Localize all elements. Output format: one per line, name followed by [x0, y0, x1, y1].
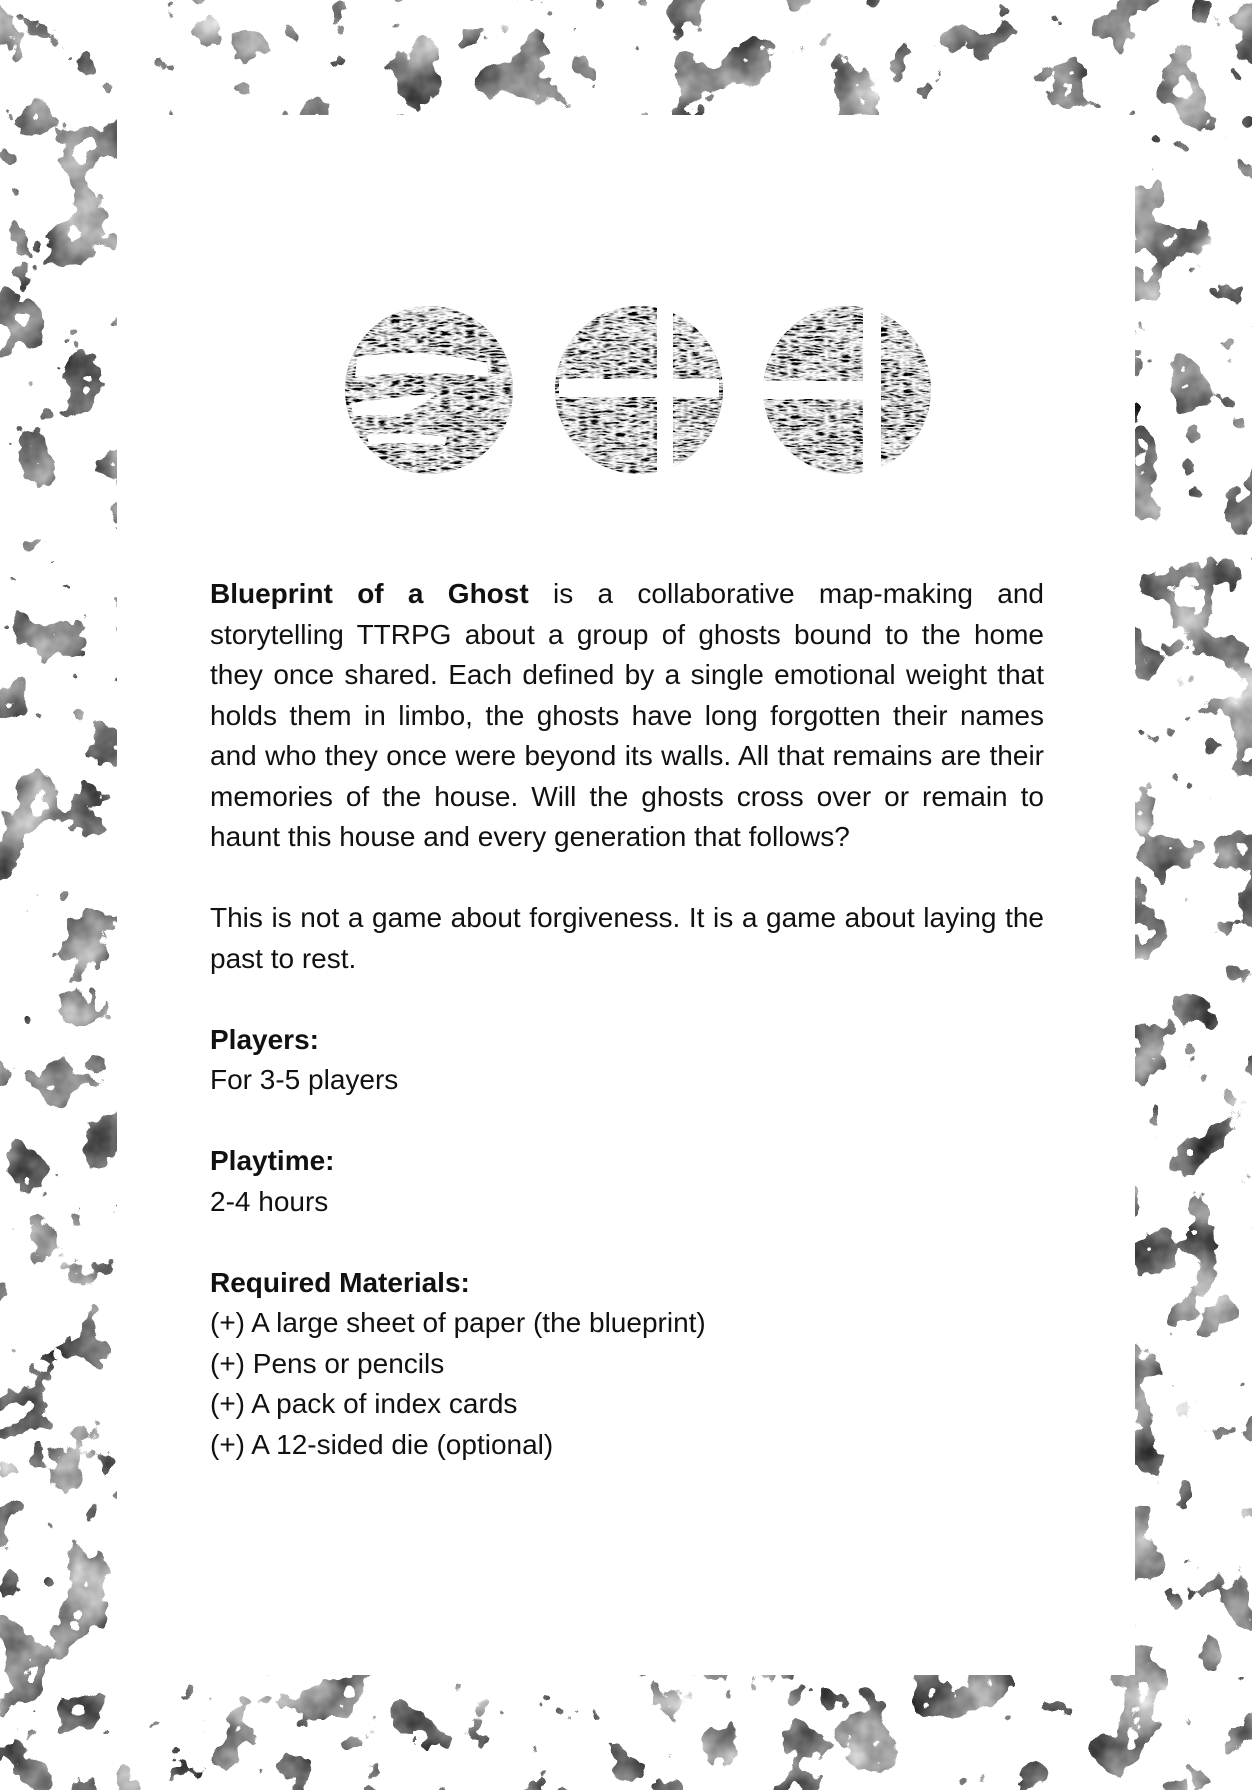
intro-text: is a collaborative map-making and storytelling TTRPG about a group of ghosts bound to the home they once shared. Each defined by a single emotional weight that holds them in limbo, the ghosts have long forgotten their names and who they once were beyond its walls. All that remains are their memories of the house. Will the ghosts cross over or remain to haunt this house and every generation that follows? — [210, 578, 1044, 852]
intro-paragraph — [210, 574, 1044, 858]
list-item: (+) A large sheet of paper (the blueprint) — [210, 1307, 706, 1338]
description-text — [210, 574, 1044, 1465]
emblem-row — [327, 285, 951, 495]
game-title: Blueprint of a Ghost — [210, 578, 529, 609]
emblem-left-icon — [345, 306, 513, 474]
list-item: (+) Pens or pencils — [210, 1347, 445, 1379]
list-item: (+) A 12-sided die (optional) — [210, 1428, 554, 1460]
emblem-middle-icon — [555, 306, 723, 475]
list-item: (+) A pack of index cards — [210, 1388, 518, 1419]
materials-list — [210, 1303, 1044, 1465]
materials-label: Required Materials: — [210, 1266, 470, 1298]
playtime-value: 2-4 hours — [210, 1185, 329, 1217]
playtime-label: Playtime: — [210, 1145, 335, 1176]
players-value: For 3-5 players — [210, 1064, 399, 1095]
content-panel — [117, 115, 1135, 1675]
statement-paragraph: This is not a game about forgiveness. It is a game about laying the past to rest. — [210, 902, 1044, 974]
players-label: Players: — [210, 1023, 319, 1055]
emblem-right-icon — [763, 305, 931, 477]
